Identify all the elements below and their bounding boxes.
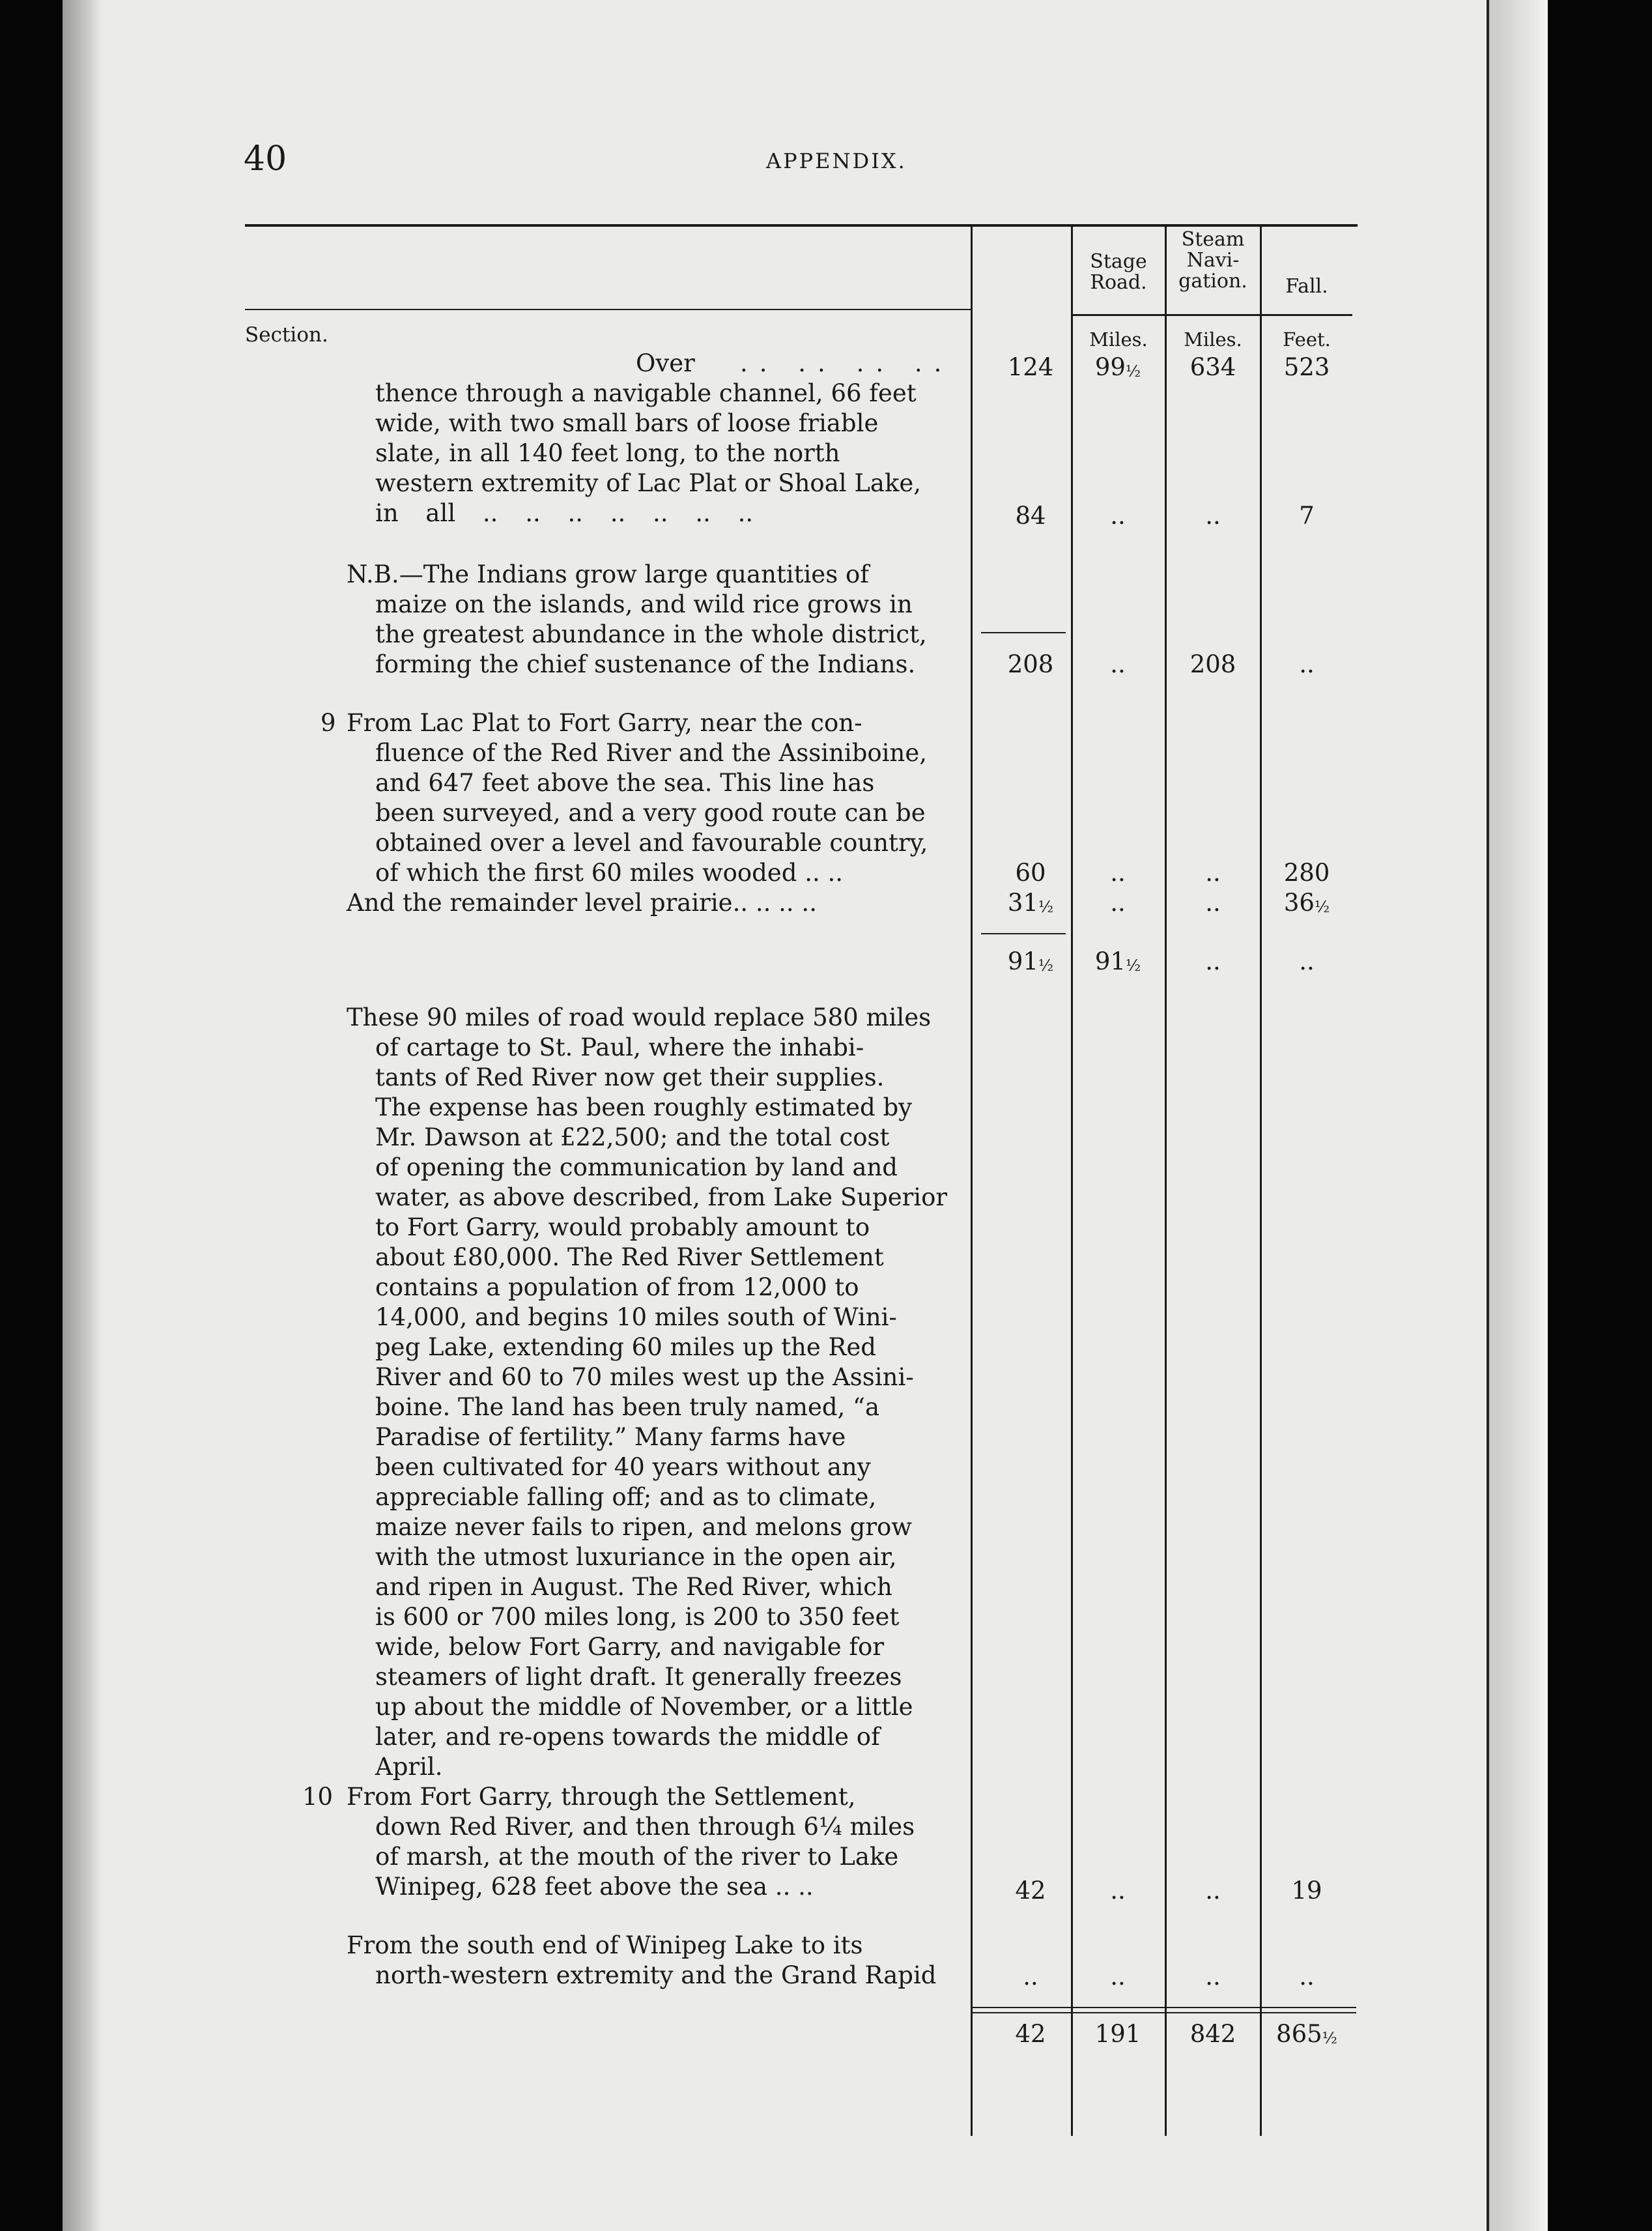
thence-v1: .. [1110, 502, 1126, 530]
row-over-label: Over [636, 349, 695, 377]
para-line-1: These 90 miles of road would replace 580 miles [347, 1003, 932, 1031]
header-rule-right [1071, 314, 1352, 316]
subtotal-v1: 91½ [1094, 947, 1141, 975]
row-over-v1: 99½ [1094, 353, 1141, 381]
section-10-number: 10 [302, 1783, 334, 1811]
para-line-13: River and 60 to 70 miles west up the Assini- [375, 1363, 914, 1391]
para-line-18: maize never fails to ripen, and melons grow [375, 1513, 912, 1541]
row-over-v3: 523 [1283, 353, 1330, 381]
para-line-6: of opening the communication by land and [375, 1153, 898, 1181]
section-9-number: 9 [320, 709, 336, 737]
para-line-9: about £80,000. The Red River Settlement [375, 1243, 884, 1271]
s9-v1: .. [1110, 859, 1126, 887]
remainder-v3: 36½ [1283, 889, 1330, 917]
running-head: APPENDIX. [766, 149, 907, 173]
s10-line-2: down Red River, and then through 6¼ miles [375, 1813, 915, 1841]
south-v0: .. [1023, 1963, 1038, 1991]
unit-feet: Feet. [1283, 328, 1331, 351]
column-rule-1 [971, 227, 973, 2136]
column-rule-3 [1165, 227, 1167, 2136]
col-head-section: Section. [245, 323, 328, 347]
s9-line-5: obtained over a level and favourable country, [375, 829, 928, 857]
para-line-8: to Fort Garry, would probably amount to [375, 1213, 870, 1241]
page-gutter-shadow [63, 0, 102, 2231]
para-line-26: April. [375, 1753, 443, 1781]
thence-line-3: slate, in all 140 feet long, to the north [375, 439, 840, 467]
col-head-stage-road [1072, 252, 1165, 293]
table-top-rule [245, 224, 1358, 227]
thence-line-5: in all .. .. .. .. .. .. .. [375, 499, 754, 527]
remainder-v0: 31½ [1007, 889, 1054, 917]
total-v0: 42 [1015, 2020, 1046, 2048]
para-line-12: peg Lake, extending 60 miles up the Red [375, 1333, 876, 1361]
nb-line-1: N.B.—The Indians grow large quantities of [347, 560, 869, 588]
s10-v1: .. [1110, 1877, 1126, 1905]
col-head-steam-navigation [1167, 229, 1259, 292]
para-line-11: 14,000, and begins 10 miles south of Wini- [375, 1303, 897, 1331]
thence-v2: .. [1205, 502, 1221, 530]
row-over-dots: .. .. .. .. [740, 349, 954, 377]
total-rule-top [972, 2007, 1356, 2008]
nb-v3: .. [1299, 650, 1315, 678]
south-v3: .. [1299, 1963, 1315, 1991]
nb-v0: 208 [1007, 650, 1054, 678]
para-line-22: wide, below Fort Garry, and navigable for [375, 1633, 885, 1661]
para-line-21: is 600 or 700 miles long, is 200 to 350 feet [375, 1603, 900, 1631]
row-over-v2: 634 [1189, 353, 1236, 381]
para-line-5: Mr. Dawson at £22,500; and the total cost [375, 1123, 890, 1151]
thence-line-1: thence through a navigable channel, 66 feet [375, 379, 917, 407]
south-line-2: north-western extremity and the Grand Rapid [375, 1961, 937, 1989]
header-rule-left [245, 309, 971, 310]
subtotal-rule [981, 933, 1066, 934]
para-line-16: been cultivated for 40 years without any [375, 1453, 871, 1481]
s9-line-6: of which the first 60 miles wooded .. .. [375, 859, 844, 887]
para-line-2: of cartage to St. Paul, where the inhabi- [375, 1033, 864, 1061]
para-line-17: appreciable falling off; and as to climate, [375, 1483, 877, 1511]
thence-line-2: wide, with two small bars of loose friable [375, 409, 879, 437]
south-v2: .. [1205, 1963, 1221, 1991]
s9-line-4: been surveyed, and a very good route can be [375, 799, 926, 827]
thence-line-4: western extremity of Lac Plat or Shoal Lake, [375, 469, 922, 497]
book-page [63, 0, 1548, 2231]
para-line-10: contains a population of from 12,000 to [375, 1273, 859, 1301]
unit-miles-1: Miles. [1089, 328, 1148, 351]
nb-line-2: maize on the islands, and wild rice grows in [375, 590, 913, 618]
para-line-3: tants of Red River now get their supplies. [375, 1063, 885, 1091]
nb-line-4: forming the chief sustenance of the Indians. [375, 650, 916, 678]
total-v3: 865½ [1276, 2020, 1337, 2048]
remainder-line: And the remainder level prairie.. .. .. .. [347, 889, 817, 917]
col-head-stage-road-text: Stage Road. [1090, 250, 1147, 294]
col-head-fall: Fall. [1285, 275, 1328, 298]
facing-page-edge [1487, 0, 1548, 2231]
subtotal-v2: .. [1205, 947, 1221, 975]
para-line-23: steamers of light draft. It generally freezes [375, 1663, 902, 1691]
s10-v3: 19 [1291, 1877, 1322, 1905]
unit-miles-2: Miles. [1184, 328, 1242, 351]
para-line-19: with the utmost luxuriance in the open air, [375, 1543, 897, 1571]
south-line-1: From the south end of Winipeg Lake to its [347, 1931, 863, 1959]
para-line-25: later, and re-opens towards the middle of [375, 1723, 880, 1751]
para-line-7: water, as above described, from Lake Superior [375, 1183, 948, 1211]
nb-sum-rule [981, 632, 1066, 633]
s9-line-2: fluence of the Red River and the Assiniboine, [375, 739, 928, 767]
nb-v2: 208 [1189, 650, 1236, 678]
remainder-v1: .. [1110, 889, 1126, 917]
nb-v1: .. [1110, 650, 1126, 678]
total-v1: 191 [1094, 2020, 1141, 2048]
remainder-v2: .. [1205, 889, 1221, 917]
s10-v0: 42 [1015, 1877, 1046, 1905]
page-number: 40 [244, 139, 287, 179]
para-line-14: boine. The land has been truly named, “a [375, 1393, 880, 1421]
nb-line-3: the greatest abundance in the whole district, [375, 620, 927, 648]
para-line-4: The expense has been roughly estimated by [375, 1093, 913, 1121]
s10-v2: .. [1205, 1877, 1221, 1905]
subtotal-v3: .. [1299, 947, 1315, 975]
col-head-steam-navigation-text: Steam Navi-gation. [1178, 228, 1247, 293]
thence-v0: 84 [1015, 502, 1046, 530]
row-over-v0: 124 [1007, 353, 1054, 381]
total-rule-bottom [972, 2012, 1356, 2013]
s9-v3: 280 [1283, 859, 1330, 887]
para-line-24: up about the middle of November, or a little [375, 1693, 913, 1721]
s9-v2: .. [1205, 859, 1221, 887]
s10-line-3: of marsh, at the mouth of the river to Lake [375, 1843, 899, 1871]
thence-v3: 7 [1299, 502, 1315, 530]
s9-line-3: and 647 feet above the sea. This line has [375, 769, 875, 797]
s10-line-1: From Fort Garry, through the Settlement, [347, 1783, 856, 1811]
total-v2: 842 [1189, 2020, 1236, 2048]
para-line-20: and ripen in August. The Red River, which [375, 1573, 892, 1601]
subtotal-v0: 91½ [1007, 947, 1054, 975]
s10-line-4: Winipeg, 628 feet above the sea .. .. [375, 1873, 814, 1901]
para-line-15: Paradise of fertility.” Many farms have [375, 1423, 846, 1451]
s9-v0: 60 [1015, 859, 1046, 887]
s9-line-1: From Lac Plat to Fort Garry, near the con- [347, 709, 862, 737]
south-v1: .. [1110, 1963, 1126, 1991]
